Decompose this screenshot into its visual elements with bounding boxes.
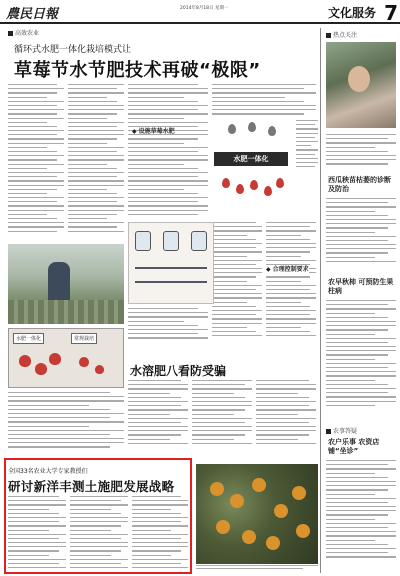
feature-headline: 草莓节水节肥技术再破“极限” xyxy=(14,60,261,81)
subhead-2: ◆ 合理控制要求 xyxy=(266,266,309,274)
highlighted-headline: 研讨新洋丰测土施肥发展战略 xyxy=(8,479,175,494)
middle-column-1 xyxy=(128,380,188,456)
middle-column-2 xyxy=(192,380,252,456)
page-number: 7 xyxy=(384,1,398,25)
issue-date: 2014年8月18日 星期一 xyxy=(180,6,229,11)
article-column-3 xyxy=(128,84,208,218)
article-column-4 xyxy=(212,84,316,116)
article-column-9 xyxy=(8,392,124,454)
article-column-1 xyxy=(8,84,64,238)
feature-kicker: 循环式水肥一体化栽培模式让 xyxy=(14,45,132,55)
article-column-2 xyxy=(68,84,124,238)
sidebar-text-1 xyxy=(326,134,396,174)
subhead-1: ◆ 设施草莓水肥 xyxy=(132,128,175,136)
article-column-7 xyxy=(266,222,316,352)
article-column-8 xyxy=(128,308,208,356)
middle-headline: 水溶肥八看防受骗 xyxy=(130,364,227,378)
sidebar-title-1: 西瓜秧苗枯萎的诊断及防治 xyxy=(328,176,391,193)
photo-label-conventional: 常规栽培 xyxy=(71,333,97,344)
sidebar-title-3: 农户乐事 农资店铺“坐诊” xyxy=(328,438,380,455)
highlighted-body-1 xyxy=(8,496,66,570)
greenhouse-photo xyxy=(8,244,124,324)
sidebar-text-3 xyxy=(326,300,396,420)
graphic-banner: 水肥一体化 xyxy=(214,152,288,166)
article-column-6 xyxy=(212,222,262,352)
masthead xyxy=(0,0,400,24)
newspaper-logo: 農民日報 xyxy=(6,7,59,22)
article-column-5 xyxy=(296,120,318,216)
orchard-caption xyxy=(196,565,318,572)
sidebar-text-4 xyxy=(326,460,396,570)
photo-label-fertigation: 水肥一体化 xyxy=(13,333,44,344)
highlighted-body-2 xyxy=(70,496,128,570)
orchard-photo xyxy=(196,464,318,564)
irrigation-diagram xyxy=(128,222,214,304)
fertigation-graphic xyxy=(212,118,292,218)
sidebar-photo xyxy=(326,42,396,128)
middle-column-3 xyxy=(256,380,316,456)
sidebar-divider xyxy=(320,28,321,573)
section-title: 文化服务 xyxy=(328,6,377,20)
feature-tag: 高效农业 xyxy=(8,28,39,37)
highlighted-body-3 xyxy=(132,496,188,570)
highlighted-kicker: 全国33名农业大学专家教授们 xyxy=(8,468,88,475)
sidebar-text-2 xyxy=(326,198,396,274)
sidebar-title-2: 农早秋柿 可预防生果柱病 xyxy=(328,278,394,295)
sidebar-tag-2: 农事答疑 xyxy=(326,426,357,435)
sidebar-tag-1: 热点关注 xyxy=(326,30,357,39)
strawberry-comparison-photo xyxy=(8,328,124,388)
